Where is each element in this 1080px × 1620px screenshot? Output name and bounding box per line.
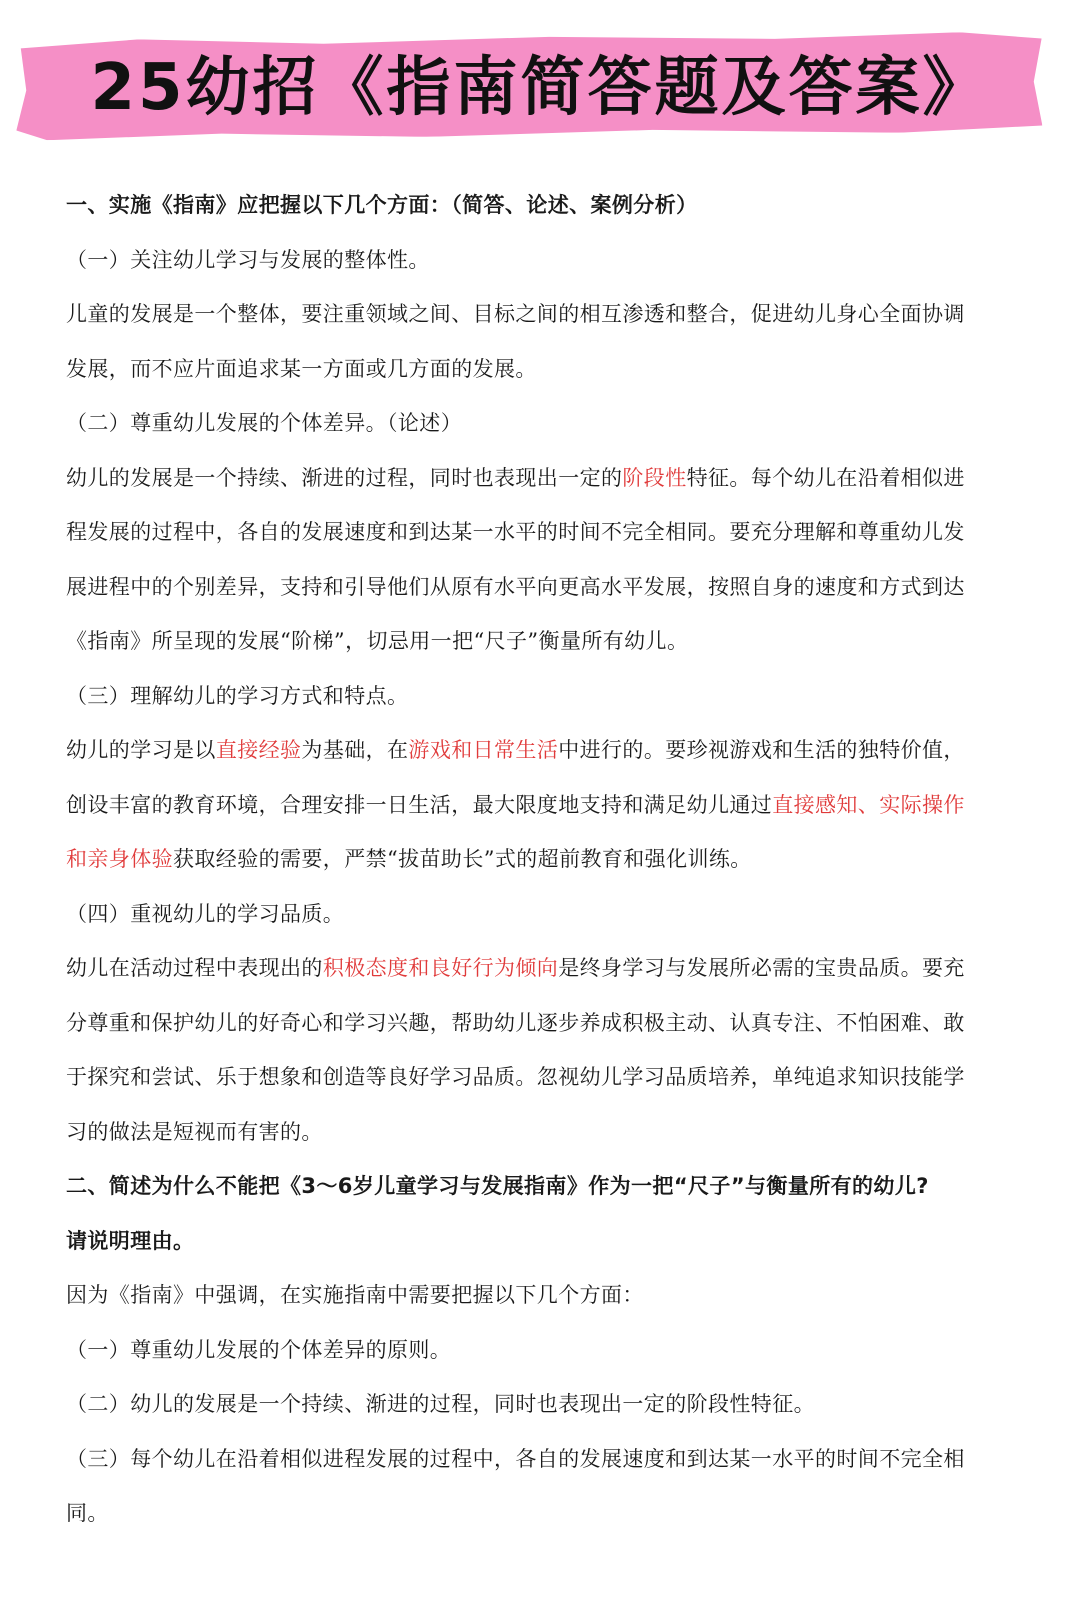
text-segment: 幼儿的学习是以 [66, 738, 216, 762]
paragraph-line [66, 451, 1034, 506]
highlight-text: 直接经验 [215, 738, 302, 762]
item2-title: （二）尊重幼儿发展的个体差异。（论述） [66, 411, 463, 435]
highlight-text: 和亲身体验 [66, 847, 173, 871]
paragraph-line [66, 941, 1034, 996]
document-body [66, 178, 1034, 1541]
text-segment: 为基础，在 [301, 738, 409, 762]
paragraph-line [66, 832, 1034, 887]
paragraph-line: 分尊重和保护幼儿的好奇心和学习兴趣，帮助幼儿逐步养成积极主动、认真专注、不怕困难、敢 [66, 1010, 965, 1035]
paragraph-line: 儿童的发展是一个整体，要注重领域之间、目标之间的相互渗透和整合，促进幼儿身心全面协调 [66, 302, 965, 326]
item1-title: （一）关注幼儿学习与发展的整体性。 [66, 247, 430, 272]
section2-intro: 因为《指南》中强调，在实施指南中需要把握以下几个方面： [66, 1283, 644, 1307]
paragraph-line: 展进程中的个别差异，支持和引导他们从原有水平向更高水平发展，按照自身的速度和方式到达 [66, 574, 965, 599]
paragraph-line: 同。 [66, 1501, 109, 1525]
highlight-text: 直接感知、实际操作 [772, 792, 965, 817]
highlight-text: 积极态度和良好行为倾向 [322, 956, 559, 980]
paragraph-line: 发展，而不应片面追求某一方面或几方面的发展。 [66, 356, 537, 381]
paragraph-line: 习的做法是短视而有害的。 [66, 1119, 323, 1144]
section2-point: （三）每个幼儿在沿着相似进程发展的过程中，各自的发展速度和到达某一水平的时间不完全相 [66, 1446, 965, 1471]
paragraph-line: 于探究和尝试、乐于想象和创造等良好学习品质。忽视幼儿学习品质培养，单纯追求知识技能学 [66, 1065, 965, 1089]
paragraph-line: 《指南》所呈现的发展“阶梯”，切忌用一把“尺子”衡量所有幼儿。 [66, 629, 689, 653]
text-segment: 中进行的。要珍视游戏和生活的独特价值， [558, 738, 965, 762]
text-segment: 创设丰富的教育环境，合理安排一日生活，最大限度地支持和满足幼儿通过 [66, 792, 773, 817]
section2-heading-cont: 请说明理由。 [66, 1228, 195, 1253]
item3-title: （三）理解幼儿的学习方式和特点。 [66, 683, 409, 708]
text-segment: 特征。每个幼儿在沿着相似进 [686, 465, 965, 490]
highlight-text: 阶段性 [622, 465, 687, 490]
section2-heading: 二、简述为什么不能把《3～6岁儿童学习与发展指南》作为一把“尺子”与衡量所有的幼儿? [66, 1174, 929, 1198]
text-segment: 幼儿在活动过程中表现出的 [66, 956, 323, 980]
page-title: 25幼招《指南简答题及答案》 [90, 51, 990, 125]
text-segment: 获取经验的需要，严禁“拔苗助长”式的超前教育和强化训练。 [173, 847, 752, 871]
section2-point: （一）尊重幼儿发展的个体差异的原则。 [66, 1337, 452, 1362]
paragraph-line: 程发展的过程中，各自的发展速度和到达某一水平的时间不完全相同。要充分理解和尊重幼儿发 [66, 520, 965, 544]
text-segment: 幼儿的发展是一个持续、渐进的过程，同时也表现出一定的 [66, 465, 623, 490]
highlight-text: 游戏和日常生活 [408, 738, 559, 762]
section2-point: （二）幼儿的发展是一个持续、渐进的过程，同时也表现出一定的阶段性特征。 [66, 1392, 815, 1416]
paragraph-line [66, 778, 1034, 833]
text-segment: 是终身学习与发展所必需的宝贵品质。要充 [558, 956, 965, 980]
paragraph-line [66, 723, 1034, 778]
section1-heading: 一、实施《指南》应把握以下几个方面：（简答、论述、案例分析） [66, 193, 698, 217]
item4-title: （四）重视幼儿的学习品质。 [66, 901, 345, 926]
